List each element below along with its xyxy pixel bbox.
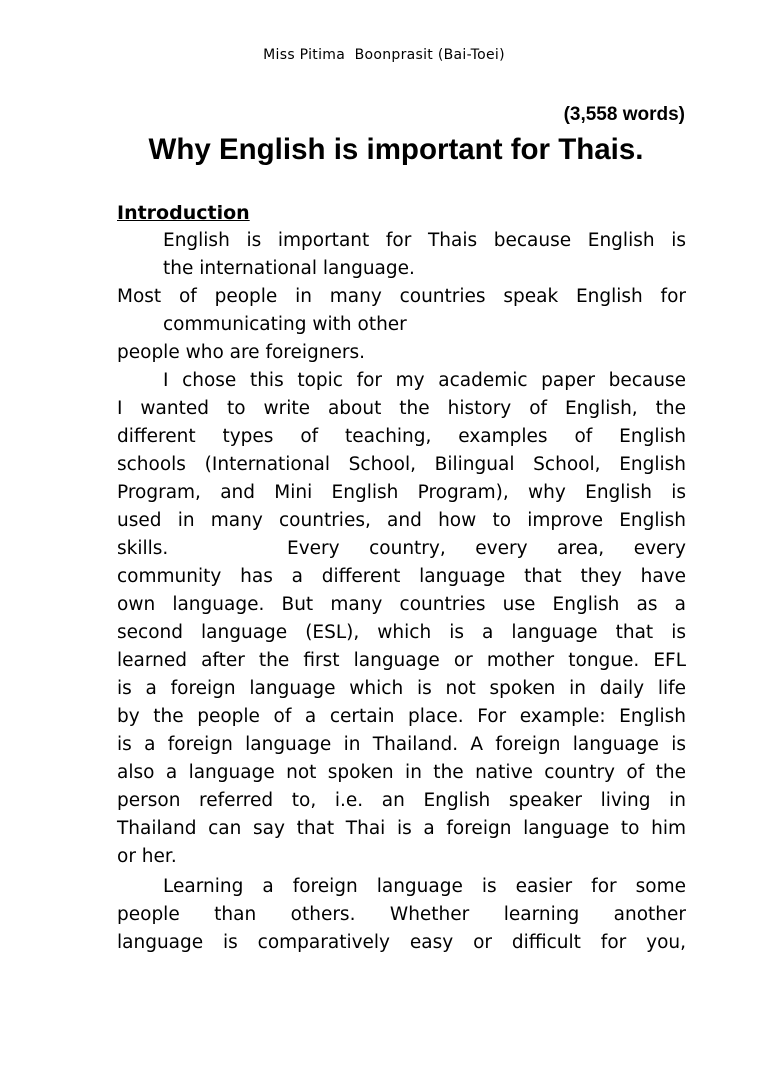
- body-line: skills.: [117, 538, 169, 559]
- body-line: also a language not spoken in the native country of the: [117, 762, 686, 783]
- body-line: by the people of a certain place. For example: English: [117, 706, 686, 727]
- body-line: different types of teaching, examples of English: [117, 426, 686, 447]
- word-count: (3,558 words): [563, 104, 685, 125]
- body-line: second language (ESL), which is a language that is: [117, 622, 686, 643]
- document-title: Why English is important for Thais.: [148, 133, 644, 166]
- body-line: is a foreign language which is not spoken in daily life: [117, 678, 686, 699]
- body-line: is a foreign language in Thailand. A foreign language is: [117, 734, 686, 755]
- body-line: I wanted to write about the history of English, the: [117, 398, 686, 419]
- section-heading: Introduction: [117, 202, 250, 224]
- body-line: used in many countries, and how to improve English: [117, 510, 686, 531]
- body-line: person referred to, i.e. an English speaker living in: [117, 790, 686, 811]
- body-line: or her.: [117, 846, 177, 867]
- body-line: people who are foreigners.: [117, 342, 365, 363]
- body-line: schools (International School, Bilingual School, English: [117, 454, 686, 475]
- body-line: Thailand can say that Thai is a foreign language to him: [117, 818, 686, 839]
- body-line: communicating with other: [163, 314, 407, 335]
- body-line: community has a different language that they have: [117, 566, 686, 587]
- body-line: I chose this topic for my academic paper because: [163, 370, 686, 391]
- author-header: Miss Pitima Boonprasit (Bai-Toei): [263, 47, 505, 63]
- body-line: the international language.: [163, 258, 415, 279]
- body-line: Learning a foreign language is easier for some: [163, 876, 686, 897]
- body-line: Program, and Mini English Program), why English is: [117, 482, 686, 503]
- body-line: Every country, every area, every: [287, 538, 686, 559]
- body-line: learned after the first language or mother tongue. EFL: [117, 650, 686, 671]
- body-line: English is important for Thais because English is: [163, 230, 686, 251]
- body-line: own language. But many countries use English as a: [117, 594, 686, 615]
- body-line: people than others. Whether learning another: [117, 904, 686, 925]
- body-line: Most of people in many countries speak English for: [117, 286, 686, 307]
- body-line: language is comparatively easy or difficult for you,: [117, 932, 686, 953]
